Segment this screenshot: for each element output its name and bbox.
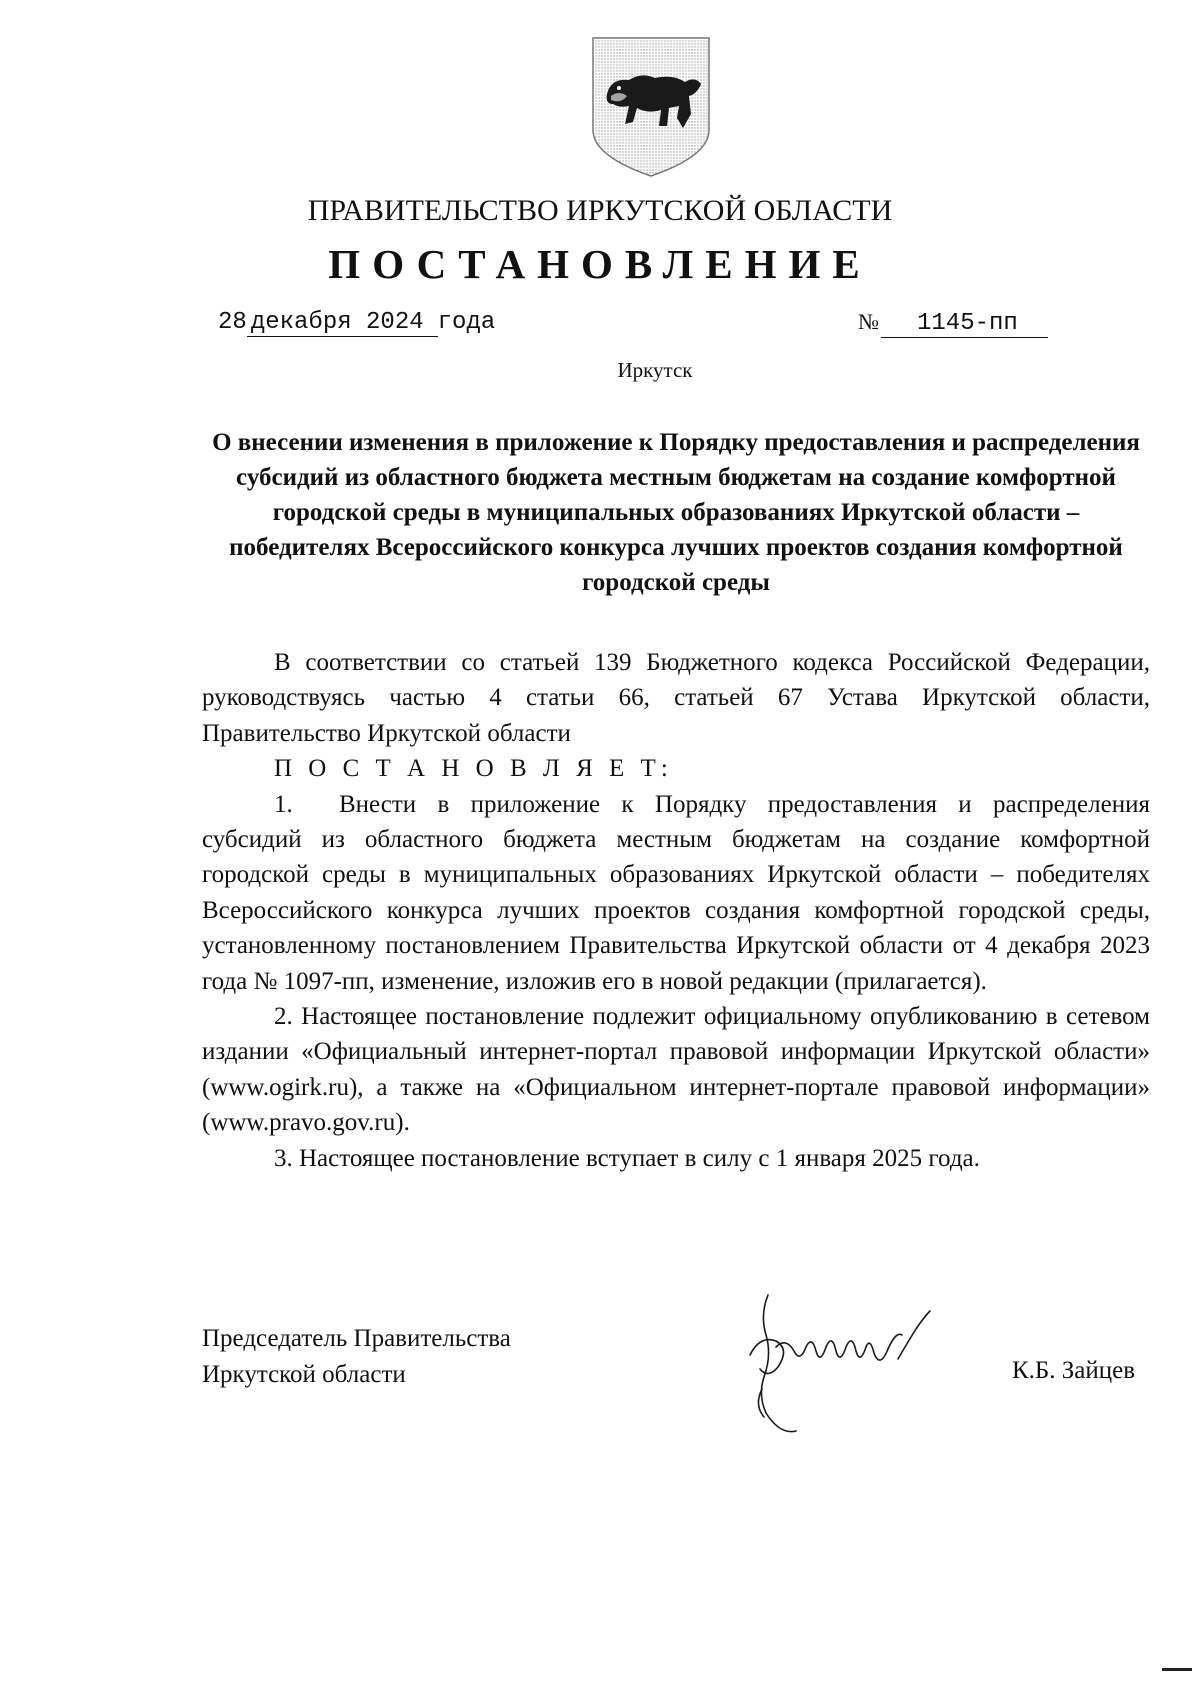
document-body xyxy=(202,645,1150,1176)
date-month-year: декабря 2024 xyxy=(247,309,426,337)
city-name: Иркутск xyxy=(617,358,693,382)
signatory-name: К.Б. Зайцев xyxy=(1012,1357,1136,1384)
document-title: О внесении изменения в приложение к Порядку предоставления и распределения субсидий из областного бюджета местным бюджетам на создание комфортной городской среды в муниципальных образованиях Иркутской области – победителях Всероссийского конкурса лучших проектов создания комфортной городской среды xyxy=(212,429,1140,596)
page-edge-mark xyxy=(1162,1668,1192,1671)
item-1-text: Внести в приложение к Порядку предоставления и распределения субсидий из областного бюджета местным бюджетам на создание комфортной городской среды в муниципальных образованиях Иркутской области – победителях Всероссийского конкурса лучших проектов создания комфортной городской среды, установленному постановлением Правительства Иркутской области от 4 декабря 2023 года № 1097-пп, изменение, изложив его в новой редакции (прилагается). xyxy=(202,790,1150,995)
document-type: ПОСТАНОВЛЕНИЕ xyxy=(328,241,872,287)
item-3-paragraph: 3. Настоящее постановление вступает в силу с 1 января 2025 года. xyxy=(274,1144,980,1172)
date-day: 28 xyxy=(218,309,247,336)
date-underline-tail xyxy=(426,309,438,337)
signatory-position xyxy=(202,1321,511,1393)
signatory-position-line-1: Председатель Правительства xyxy=(202,1325,511,1352)
authority-name: ПРАВИТЕЛЬСТВО ИРКУТСКОЙ ОБЛАСТИ xyxy=(307,194,893,227)
handwritten-signature xyxy=(720,1285,950,1445)
number-value: 1145-пп xyxy=(881,310,1048,338)
preamble-paragraph: В соответствии со статьей 139 Бюджетного кодекса Российской Федерации, руководствуясь частью 4 статьи 66, статьей 67 Устава Иркутской области, Правительство Иркутской области xyxy=(202,649,1150,747)
signatory-position-line-2: Иркутской области xyxy=(202,1361,406,1388)
decree-word: П О С Т А Н О В Л Я Е Т: xyxy=(274,755,673,783)
date-suffix: года xyxy=(437,309,496,336)
number-sign: № xyxy=(858,309,879,334)
coat-of-arms-emblem xyxy=(589,34,713,180)
item-1-number: 1. xyxy=(274,790,293,818)
item-2-paragraph: 2. Настоящее постановление подлежит официальному опубликованию в сетевом издании «Официальный интернет-портал правовой информации Иркутской области» (www.ogirk.ru), а также на «Официальном интернет-портале правовой информации» (www.pravo.gov.ru). xyxy=(202,1003,1150,1137)
document-date xyxy=(218,309,495,336)
document-number xyxy=(858,309,1048,337)
item-1-paragraph xyxy=(202,787,1150,999)
